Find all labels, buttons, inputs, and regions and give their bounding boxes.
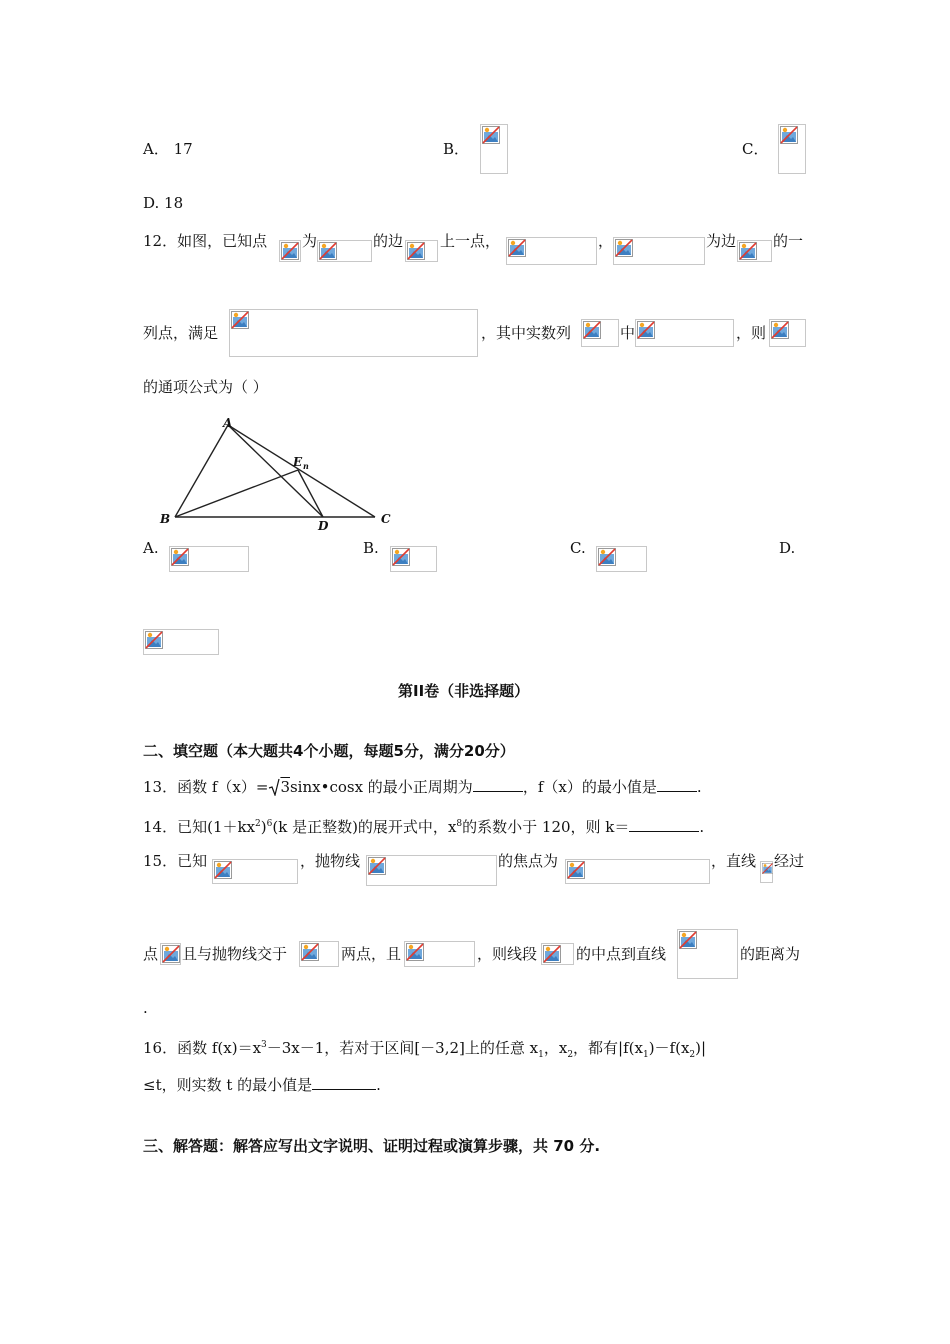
vertex-e-label: E [293, 455, 303, 469]
broken-image-icon [390, 546, 437, 572]
q12-option-d: D. [779, 539, 796, 557]
q16-part: )－f(x [648, 1039, 690, 1057]
sqrt-icon [268, 778, 280, 796]
q16-part: ，x [543, 1039, 568, 1057]
q15-text: 经过 [774, 852, 805, 870]
broken-image-icon [160, 943, 181, 965]
q13-part: . [696, 778, 702, 796]
broken-image-icon [596, 546, 647, 572]
q12-text: ， [598, 232, 614, 250]
vertex-d-label: D [318, 519, 329, 533]
answer-blank [657, 777, 697, 792]
vertex-a-label: A [223, 416, 233, 430]
q16-part: )| [695, 1039, 707, 1057]
broken-image-icon [212, 859, 298, 884]
q15-text: 的中点到直线 [576, 945, 667, 963]
answer-blank [473, 777, 523, 792]
broken-image-icon [581, 319, 619, 347]
broken-image-icon [404, 941, 475, 967]
superscript: 8 [456, 819, 463, 829]
q12-option-c: C. [570, 539, 586, 557]
q12-text: 12．如图，已知点 [143, 232, 268, 250]
q13-part: 13．函数 f（x）= [143, 778, 269, 796]
q12-text: 上一点， [440, 232, 501, 250]
answer-heading: 三、解答题：解答应写出文字说明、证明过程或演算步骤，共 70 分. [143, 1137, 601, 1155]
subscript: 1 [642, 1050, 649, 1060]
q16-text [143, 1075, 381, 1095]
q12-option-a: A. [143, 539, 159, 557]
broken-image-icon [317, 240, 372, 262]
broken-image-icon [760, 861, 773, 883]
superscript: 3 [261, 1040, 267, 1050]
q16-part: 16．函数 f(x)＝x [143, 1039, 262, 1057]
q15-text: ，抛物线 [300, 852, 361, 870]
q12-text: 为 [302, 232, 318, 250]
broken-image-icon [506, 237, 597, 265]
q15-text: ，直线 [711, 852, 757, 870]
q13-part: sinx•cosx 的最小正周期为 [289, 778, 473, 796]
q15-text: 且与抛物线交于 [182, 945, 288, 963]
q16-part: ≤t，则实数 t 的最小值是 [143, 1076, 313, 1094]
broken-image-icon [229, 309, 478, 357]
answer-blank [629, 817, 699, 832]
q14-text [143, 814, 704, 837]
vertex-c-label: C [381, 512, 391, 526]
q12-option-b: B. [363, 539, 379, 557]
q12-text: ，其中实数列 [481, 324, 572, 342]
q14-part: (k 是正整数)的展开式中，x [272, 818, 457, 836]
q12-text: 列点，满足 [143, 324, 219, 342]
q12-text: 为边 [706, 232, 737, 250]
broken-image-icon [677, 929, 738, 979]
section-title: 第II卷（非选择题） [398, 682, 530, 700]
q11-option-d: D. 18 [143, 194, 184, 212]
broken-image-icon [778, 124, 806, 174]
q15-text: 点 [143, 945, 159, 963]
q15-text: 15．已知 [143, 852, 208, 870]
broken-image-icon [769, 319, 806, 347]
subscript: 1 [538, 1050, 544, 1060]
q11-option-a: A． 17 [143, 140, 193, 158]
q15-text: 的距离为 [740, 945, 801, 963]
q16-text [143, 1035, 706, 1065]
q12-text: 的边 [373, 232, 404, 250]
q12-text: ，则 [736, 324, 767, 342]
q16-part: . [376, 1076, 381, 1094]
q14-part: 的系数小于 120，则 k＝ [462, 818, 630, 836]
broken-image-icon [541, 943, 574, 965]
broken-image-icon [480, 124, 508, 174]
q11-option-c: C． [742, 140, 769, 158]
q12-text: 的通项公式为（ ） [143, 378, 268, 396]
q15-text: ，则线段 [477, 945, 538, 963]
q14-part: ) [260, 818, 267, 836]
q12-text: 中 [620, 324, 636, 342]
subscript: 2 [567, 1050, 574, 1060]
broken-image-icon [737, 240, 772, 262]
q15-text: . [143, 999, 148, 1017]
broken-image-icon [279, 240, 301, 262]
broken-image-icon [143, 629, 219, 655]
q12-text: 的一 [773, 232, 804, 250]
q15-text: 两点，且 [341, 945, 402, 963]
q13-text [143, 777, 702, 797]
broken-image-icon [169, 546, 249, 572]
broken-image-icon [299, 941, 339, 967]
subscript: 2 [689, 1050, 696, 1060]
q16-part: －3x－1，若对于区间[－3,2]上的任意 x [266, 1039, 539, 1057]
vertex-b-label: B [160, 512, 171, 526]
superscript: 6 [266, 819, 273, 829]
broken-image-icon [635, 319, 734, 347]
answer-blank [312, 1075, 376, 1090]
q14-part: 14．已知(1＋kx [143, 818, 256, 836]
broken-image-icon [405, 240, 438, 262]
fill-in-heading: 二、填空题（本大题共4个小题，每题5分，满分20分） [143, 742, 515, 760]
broken-image-icon [565, 859, 710, 884]
q14-part: . [699, 818, 705, 836]
q11-option-b: B． [443, 140, 470, 158]
broken-image-icon [613, 237, 705, 265]
broken-image-icon [366, 855, 497, 886]
q13-part: ，f（x）的最小值是 [522, 778, 657, 796]
q16-part: ，都有|f(x [573, 1039, 643, 1057]
q15-text: 的焦点为 [498, 852, 559, 870]
vertex-e-subscript: n [303, 461, 309, 471]
triangle-figure [150, 410, 410, 535]
sqrt-radicand: 3 [280, 778, 290, 796]
superscript: 2 [255, 819, 261, 829]
